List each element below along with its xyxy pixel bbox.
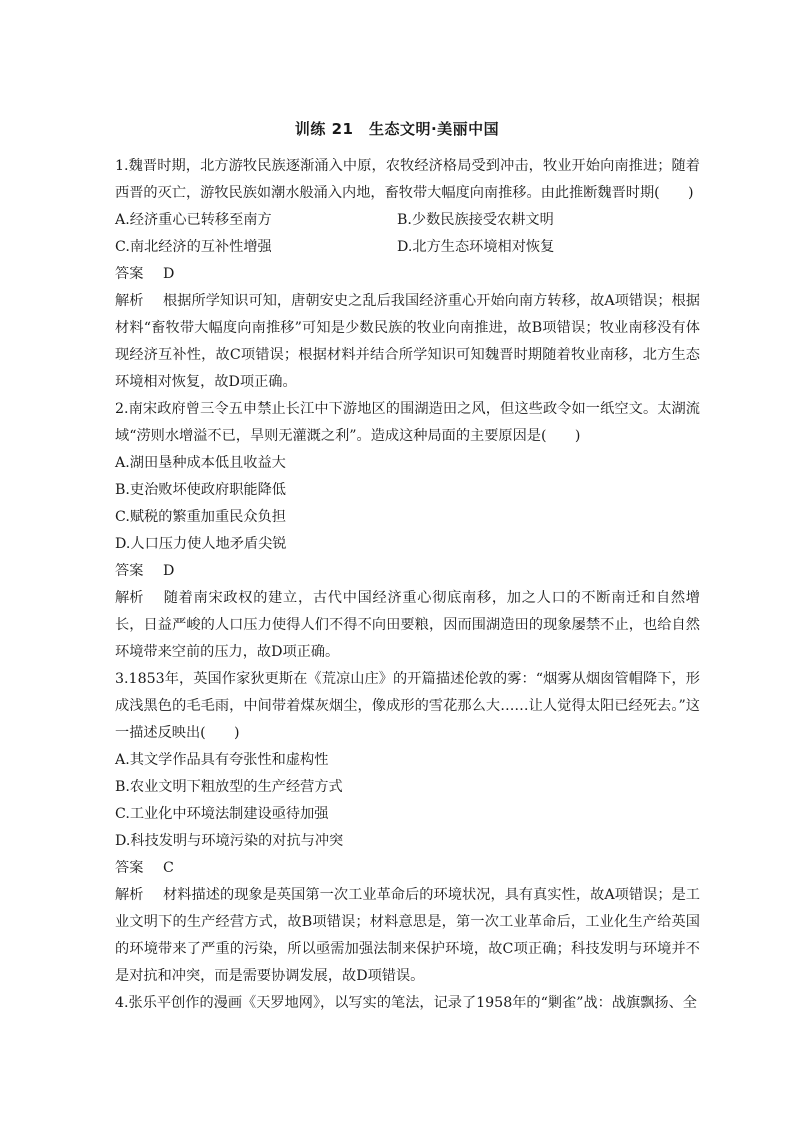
answer-value: C: [163, 860, 174, 876]
question-2-answer: [115, 558, 700, 585]
question-2-analysis: [115, 585, 700, 666]
question-3-stem: 3.1853年，英国作家狄更斯在《荒凉山庄》的开篇描述伦敦的雾：“烟雾从烟囱管帽降下，形成浅黑色的毛毛雨，中间带着煤灰烟尘，像成形的雪花那么大……让人觉得太阳已经死去。”这一描述反映出( ): [115, 671, 700, 741]
answer-value: D: [163, 266, 175, 282]
question-2-option-a: A.湖田垦种成本低且收益大: [115, 455, 286, 471]
analysis-text: 随着南宋政权的建立，古代中国经济重心彻底南移，加之人口的不断南迁和自然增长，日益严峻的人口压力使得人们不得不向田要粮，因而围湖造田的现象屡禁不止，也给自然环境带来空前的压力，故D项正确。: [115, 590, 700, 660]
answer-value: D: [163, 563, 175, 579]
question-3-analysis: [115, 882, 700, 990]
page-title: 训练 21 生态文明·美丽中国: [294, 120, 500, 138]
question-3-answer: [115, 855, 700, 882]
question-1-stem: 1.魏晋时期，北方游牧民族逐渐涌入中原，农牧经济格局受到冲击，牧业开始向南推进；随着西晋的灭亡，游牧民族如潮水般涌入内地，畜牧带大幅度向南推移。由此推断魏晋时期( ): [115, 158, 700, 201]
answer-label: 答案: [115, 563, 144, 579]
question-2-option-b: B.吏治败坏使政府职能降低: [115, 482, 286, 498]
question-3-option-a: A.其文学作品具有夸张性和虚构性: [115, 752, 329, 768]
question-1-options: [115, 207, 700, 261]
question-list: [115, 153, 700, 1017]
question-1-option-b: B.少数民族接受农耕文明: [397, 212, 554, 228]
question-1-option-a: A.经济重心已转移至南方: [115, 212, 272, 228]
analysis-label: 解析: [115, 887, 144, 903]
question-1-option-c: C.南北经济的互补性增强: [115, 239, 272, 255]
question-3-option-d: D.科技发明与环境污染的对抗与冲突: [115, 833, 344, 849]
analysis-text: 根据所学知识可知，唐朝安史之乱后我国经济重心开始向南方转移，故A项错误；根据材料“畜牧带大幅度向南推移”可知是少数民族的牧业向南推进，故B项错误；牧业南移没有体现经济互补性，故C项错误；根据材料并结合所学知识可知魏晋时期随着牧业南移，北方生态环境相对恢复，故D项正确。: [115, 293, 700, 390]
analysis-label: 解析: [115, 590, 144, 606]
question-1-answer: [115, 261, 700, 288]
answer-label: 答案: [115, 266, 144, 282]
analysis-text: 材料描述的现象是英国第一次工业革命后的环境状况，具有真实性，故A项错误；是工业文明下的生产经营方式，故B项错误；材料意思是，第一次工业革命后，工业化生产给英国的环境带来了严重的污染，所以亟需加强法制来保护环境，故C项正确；科技发明与环境并不是对抗和冲突，而是需要协调发展，故D项错误。: [115, 887, 700, 984]
question-1-analysis: [115, 288, 700, 396]
question-1-option-d: D.北方生态环境相对恢复: [397, 239, 555, 255]
answer-label: 答案: [115, 860, 144, 876]
question-4-stem: 4.张乐平创作的漫画《天罗地网》，以写实的笔法，记录了1958年的“剿雀”战：战旗飘扬、全: [115, 995, 697, 1011]
question-2-option-d: D.人口压力使人地矛盾尖锐: [115, 536, 287, 552]
question-3-option-c: C.工业化中环境法制建设亟待加强: [115, 806, 329, 822]
question-2-stem: 2.南宋政府曾三令五申禁止长江中下游地区的围湖造田之风，但这些政令如一纸空文。太湖流域“涝则水增溢不已，旱则无灌溉之利”。造成这种局面的主要原因是( ): [115, 401, 700, 444]
analysis-label: 解析: [115, 293, 144, 309]
question-2-option-c: C.赋税的繁重加重民众负担: [115, 509, 286, 525]
question-3-option-b: B.农业文明下粗放型的生产经营方式: [115, 779, 343, 795]
